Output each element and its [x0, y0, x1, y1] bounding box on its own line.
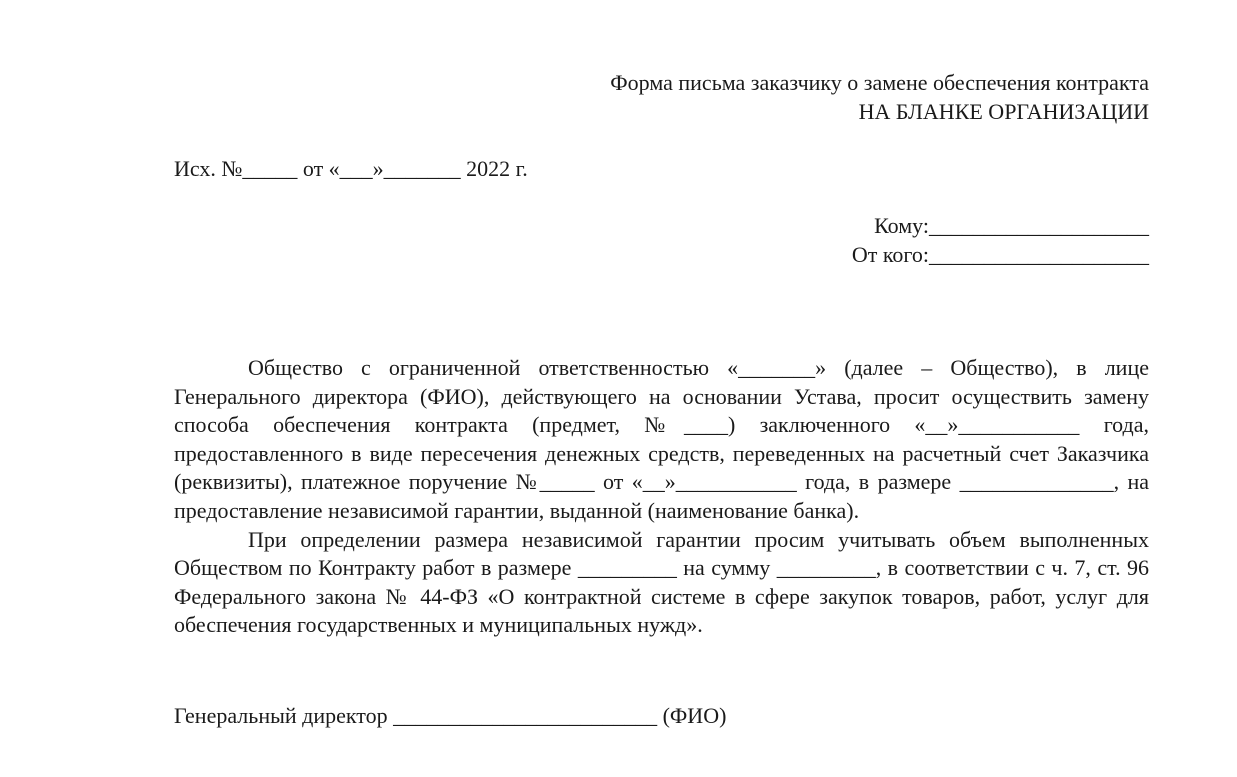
addressee-to-line: Кому:____________________ — [874, 213, 1149, 238]
body-paragraph-request: Общество с ограниченной ответственностью «_______» (далее – Общество), в лице Генерального директора (ФИО), действующего на основании Устава, просит осуществить замену способа обеспечения контракта (предмет, №____) заключенного «__»___________ года, предоставленного в виде пересечения денежных средств, переведенных на расчетный счет Заказчика (реквизиты), платежное поручение №_____ от «__»___________ года, в размере ______________, на предоставление независимой гарантии, выданной (наименование банка). — [174, 355, 1149, 523]
outgoing-number-line: Исх. №_____ от «___»_______ 2022 г. — [174, 156, 528, 181]
document-form-title: Форма письма заказчику о замене обеспечения контракта — [610, 70, 1149, 95]
letterhead-note: НА БЛАНКЕ ОРГАНИЗАЦИИ — [858, 99, 1149, 124]
body-paragraph-guarantee-size: При определении размера независимой гарантии просим учитывать объем выполненных Обществом по Контракту работ в размере _________ на сумму _________, в соответствии с ч. 7, ст. 96 Федерального закона № 44-ФЗ «О контрактной системе в сфере закупок товаров, работ, услуг для обеспечения государственных и муниципальных нужд». — [174, 526, 1149, 638]
signature-line: Генеральный директор ________________________ (ФИО) — [174, 703, 727, 728]
addressee-from-line: От кого:____________________ — [851, 242, 1149, 267]
letter-body — [174, 354, 1149, 640]
